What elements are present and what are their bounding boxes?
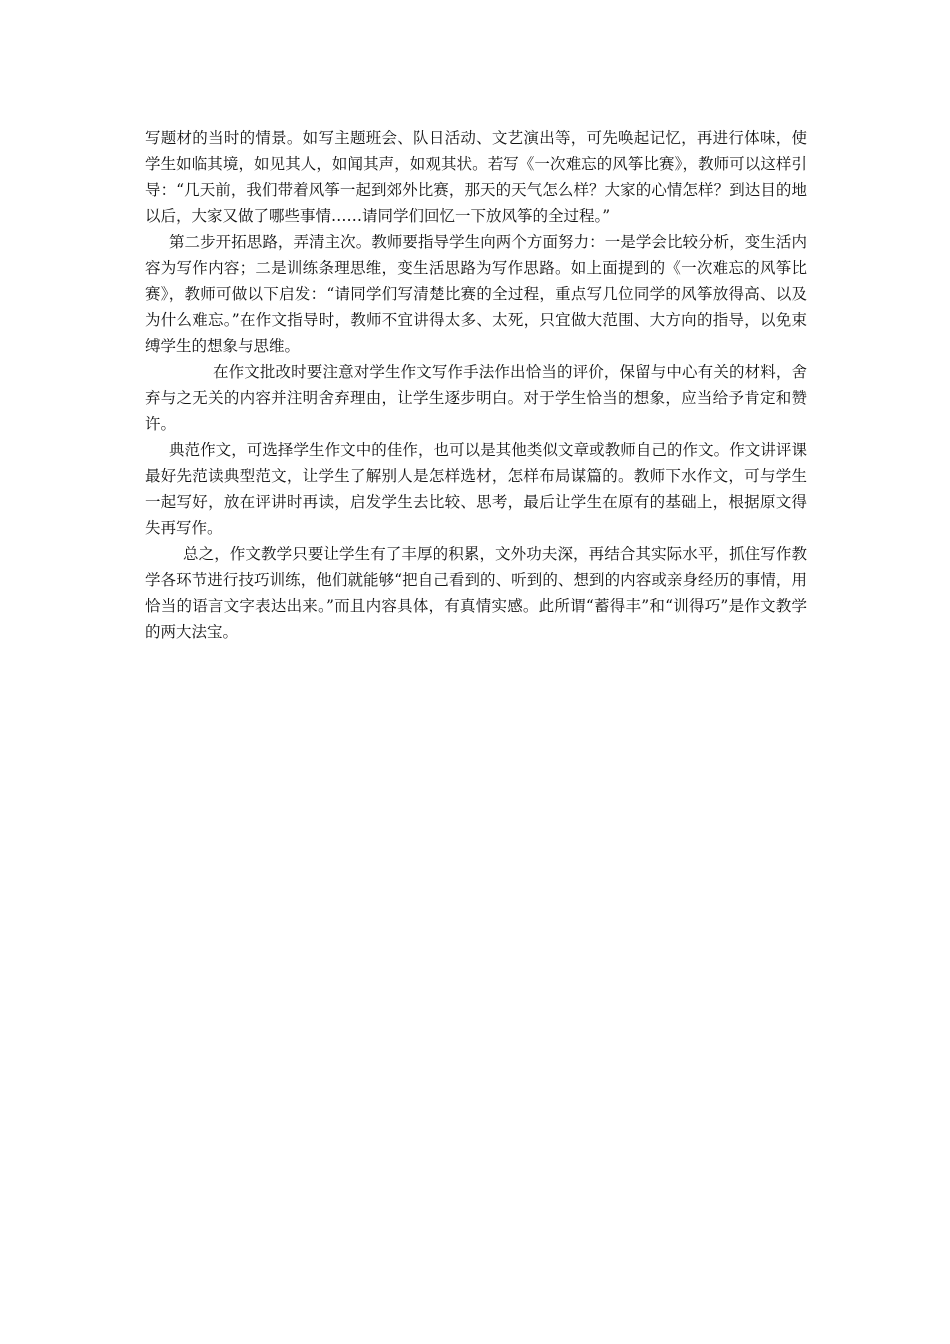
paragraph-continuation: 写题材的当时的情景。如写主题班会、队日活动、文艺演出等，可先唤起记忆，再进行体味，使学生如临其境，如见其人，如闻其声，如观其状。若写《一次难忘的风筝比赛》，教师可以这样引导：“几天前，我们带着风筝一起到郊外比赛，那天的天气怎么样？大家的心情怎样？到达目的地以后，大家又做了哪些事情……请同学们回忆一下放风筝的全过程。” [145, 129, 807, 225]
document-body [145, 125, 807, 645]
paragraph-step-two: 第二步开拓思路，弄清主次。教师要指导学生向两个方面努力：一是学会比较分析，变生活内容为写作内容；二是训练条理思维，变生活思路为写作思路。如上面提到的《一次难忘的风筝比赛》，教师可做以下启发：“请同学们写清楚比赛的全过程，重点写几位同学的风筝放得高、以及为什么难忘。”在作文指导时，教师不宜讲得太多、太死，只宜做大范围、大方向的指导，以免束缚学生的想象与思维。 [145, 233, 807, 355]
paragraph-model-essay: 典范作文，可选择学生作文中的佳作，也可以是其他类似文章或教师自己的作文。作文讲评课最好先范读典型范文，让学生了解别人是怎样选材，怎样布局谋篇的。教师下水作文，可与学生一起写好，放在评讲时再读，启发学生去比较、思考，最后让学生在原有的基础上，根据原文得失再写作。 [145, 441, 807, 537]
paragraph-summary: 总之，作文教学只要让学生有了丰厚的积累，文外功夫深，再结合其实际水平，抓住写作教学各环节进行技巧训练，他们就能够“把自己看到的、听到的、想到的内容或亲身经历的事情，用恰当的语言文字表达出来。”而且内容具体，有真情实感。此所谓“蓄得丰”和“训得巧”是作文教学的两大法宝。 [145, 545, 807, 641]
paragraph-correction: 在作文批改时要注意对学生作文写作手法作出恰当的评价，保留与中心有关的材料，舍弃与之无关的内容并注明舍弃理由，让学生逐步明白。对于学生恰当的想象，应当给予肯定和赞许。 [145, 363, 807, 433]
